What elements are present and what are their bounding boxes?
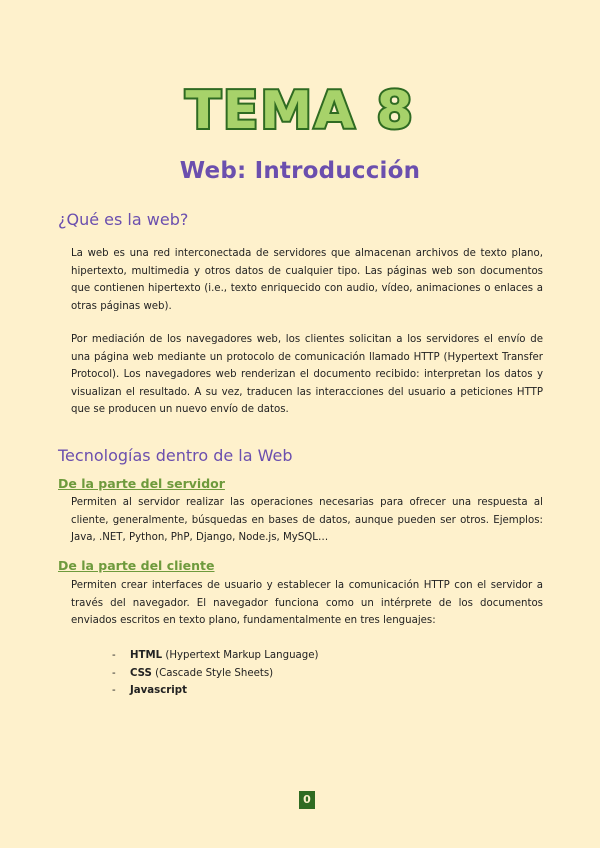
subheading-cliente: De la parte del cliente xyxy=(58,558,215,573)
language-name: CSS xyxy=(130,667,152,679)
list-bullet: - xyxy=(112,667,116,679)
language-name: HTML xyxy=(130,650,163,661)
language-name: Javascript xyxy=(130,685,187,696)
section-heading-tecnologias: Tecnologías dentro de la Web xyxy=(58,446,293,465)
page-number: 0 xyxy=(299,791,315,809)
list-item xyxy=(112,665,319,683)
page-title xyxy=(0,78,600,144)
paragraph-web-definition: La web es una red interconectada de servidores que almacenan archivos de texto plano, hipertexto, multimedia y otros datos de cualquier tipo. Las páginas web son documentos que contienen hipertexto (i.e., texto enriquecido con audio, vídeo, animaciones o enlaces a otras páginas web). xyxy=(71,248,543,312)
paragraph-servidor: Permiten al servidor realizar las operaciones necesarias para ofrecer una respuesta al cliente, generalmente, búsquedas en bases de datos, aunque pueden ser otros. Ejemplos: Java, .NET, Python, PhP, Django, Node.js, MySQL… xyxy=(71,497,543,543)
list-item xyxy=(112,647,319,665)
title-text: TEMA 8 xyxy=(185,81,415,141)
language-description: (Cascade Style Sheets) xyxy=(151,667,274,679)
paragraph-navegadores: Por mediación de los navegadores web, los clientes solicitan a los servidores el envío de una página web mediante un protocolo de comunicación llamado HTTP (Hypertext Transfer Protocol). Los navegadores web renderizan el documento recibido: interpretan los datos y visualizan el resultado. A su vez, traducen las interacciones del usuario a peticiones HTTP que se producen un nuevo envío de datos. xyxy=(71,334,543,415)
section-heading-que-es-la-web: ¿Qué es la web? xyxy=(58,210,189,229)
page-subtitle: Web: Introducción xyxy=(179,158,421,184)
languages-list xyxy=(112,647,319,700)
list-item xyxy=(112,682,319,700)
paragraph-cliente: Permiten crear interfaces de usuario y establecer la comunicación HTTP con el servidor a través del navegador. El navegador funciona como un intérprete de los documentos enviados escritos en texto plano, fundamentalmente en tres lenguajes: xyxy=(71,580,543,626)
list-bullet: - xyxy=(112,685,116,696)
title-graphic xyxy=(180,78,420,144)
subheading-servidor: De la parte del servidor xyxy=(58,476,225,491)
list-bullet: - xyxy=(112,650,116,661)
language-description: (Hypertext Markup Language) xyxy=(162,650,319,661)
